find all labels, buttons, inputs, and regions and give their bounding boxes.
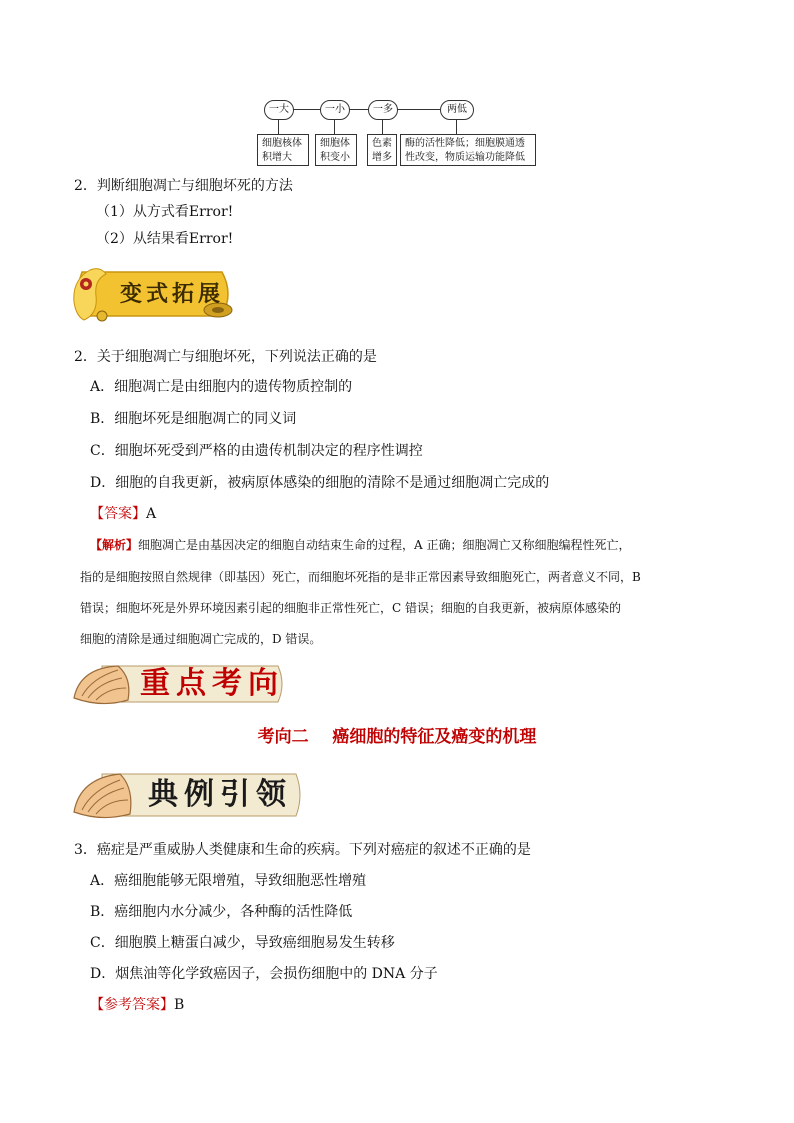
q2-option-d: D．细胞的自我更新，被病原体感染的细胞的清除不是通过细胞凋亡完成的 (90, 475, 550, 491)
q2-stem: 2．关于细胞凋亡与细胞坏死，下列说法正确的是 (74, 349, 377, 365)
q2-analysis-line-4: 细胞的清除是通过细胞凋亡完成的，D 错误。 (80, 632, 322, 646)
q2-analysis-line-1 (90, 535, 631, 555)
banner-example (72, 768, 308, 816)
q2-analysis-label: 【解析】 (90, 538, 139, 552)
banner-focus-label: 重点考向 (140, 666, 284, 701)
q3-answer (90, 995, 184, 1015)
diagram-pill-3: 一多 (368, 100, 398, 120)
q2-analysis-line-2: 指的是细胞按照自然规律（即基因）死亡，而细胞坏死指的是非正常因素导致细胞死亡，两者意义不同，B (80, 570, 641, 584)
q2-option-b: B．细胞坏死是细胞凋亡的同义词 (90, 411, 297, 427)
diagram-pill-4: 两低 (440, 100, 474, 120)
diagram-pill-2: 一小 (320, 100, 350, 120)
q3-answer-value: B (174, 997, 185, 1013)
q3-stem: 3．癌症是严重威胁人类健康和生命的疾病。下列对癌症的叙述不正确的是 (74, 842, 531, 858)
banner-example-label: 典例引领 (148, 777, 292, 812)
point2-item-1: （1）从方式看Error! (96, 204, 234, 220)
diagram-box-2: 细胞体 积变小 (315, 134, 357, 166)
point2-title: 2．判断细胞凋亡与细胞坏死的方法 (74, 178, 293, 194)
q2-answer (90, 504, 156, 524)
diagram-box-3: 色素 增多 (367, 134, 397, 166)
q3-option-d: D．烟焦油等化学致癌因子，会损伤细胞中的 DNA 分子 (90, 966, 438, 982)
diagram-box-4: 酶的活性降低；细胞膜通透 性改变，物质运输功能降低 (400, 134, 536, 166)
diagram-pill-1: 一大 (264, 100, 294, 120)
q3-option-c: C．细胞膜上糖蛋白减少，导致癌细胞易发生转移 (90, 935, 395, 951)
q2-answer-value: A (146, 506, 157, 522)
banner-variant-label: 变式拓展 (119, 281, 224, 307)
banner-focus (72, 660, 290, 708)
diagram-box-1: 细胞核体 积增大 (257, 134, 309, 166)
q2-analysis-text-1: 细胞凋亡是由基因决定的细胞自动结束生命的过程，A 正确；细胞凋亡又称细胞编程性死亡， (138, 538, 631, 552)
q2-analysis-line-3: 错误；细胞坏死是外界环境因素引起的细胞非正常性死亡，C 错误；细胞的自我更新，被病原体感染的 (80, 601, 622, 615)
q2-answer-label: 【答案】 (90, 506, 146, 522)
q2-option-a: A．细胞凋亡是由细胞内的遗传物质控制的 (90, 379, 353, 395)
banner-variant-extension (72, 262, 236, 326)
q2-option-c: C．细胞坏死受到严格的由遗传机制决定的程序性调控 (90, 443, 423, 459)
section-title: 考向二 癌细胞的特征及癌变的机理 (257, 727, 537, 747)
point2-item-2: （2）从结果看Error! (96, 231, 234, 247)
q3-answer-label: 【参考答案】 (90, 997, 174, 1013)
q3-option-a: A．癌细胞能够无限增殖，导致细胞恶性增殖 (90, 873, 367, 889)
q3-option-b: B．癌细胞内水分减少，各种酶的活性降低 (90, 904, 353, 920)
